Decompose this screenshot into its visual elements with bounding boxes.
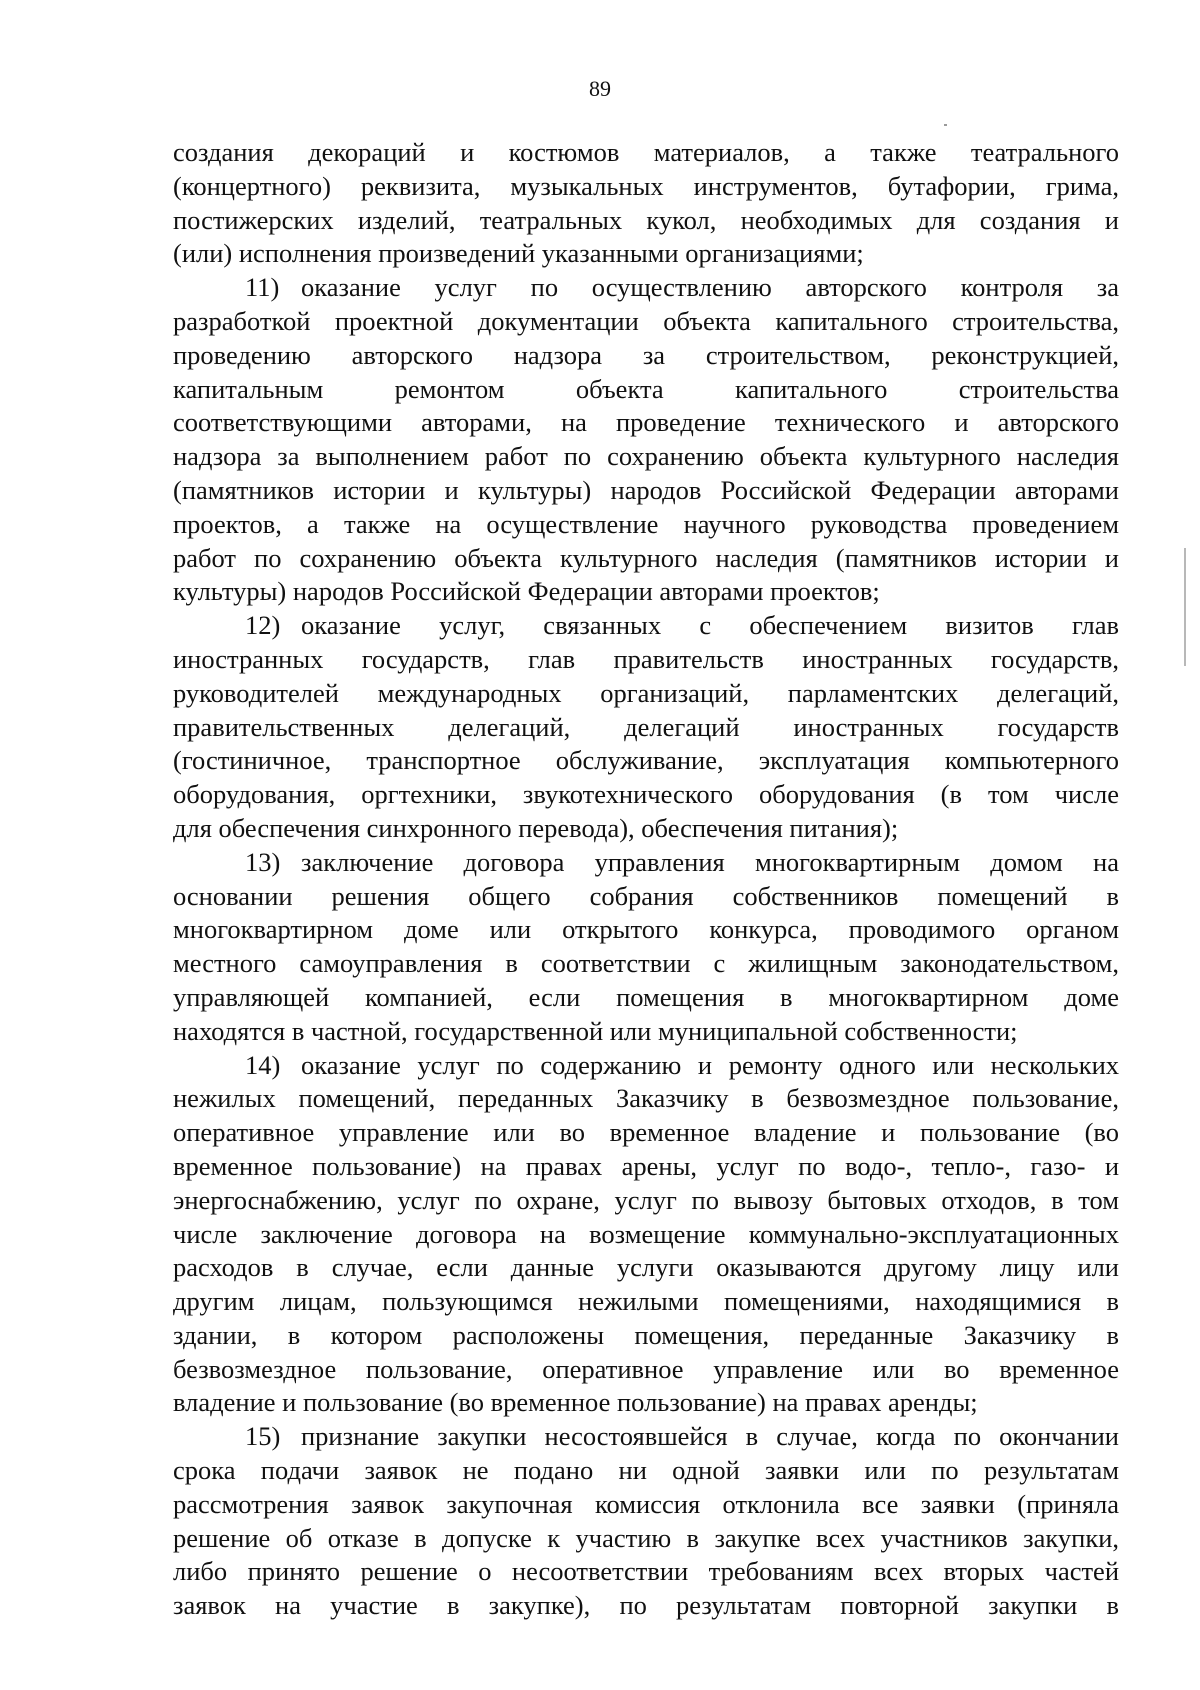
text-line: расходов в случае, если данные услуги оказываются другому лицу или [173, 1252, 1119, 1283]
page-number: 89 [589, 76, 611, 101]
text-line: безвозмездное пользование, оперативное управление или во временное [173, 1353, 1119, 1384]
text-line: правительственных делегаций, делегаций иностранных государств [173, 711, 1119, 742]
text-line: нежилых помещений, переданных Заказчику в безвозмездное пользование, [173, 1083, 1119, 1114]
text-line: (или) исполнения произведений указанными организациями; [173, 238, 864, 269]
text-line [173, 271, 1119, 305]
item-number: 14) [245, 1049, 281, 1080]
text-line: числе заключение договора на возмещение коммунально-эксплуатационных [173, 1218, 1119, 1249]
text-line [173, 846, 1119, 880]
text-line: (гостиничное, транспортное обслуживание, эксплуатация компьютерного [173, 745, 1119, 776]
scan-mark [944, 124, 947, 126]
text-line: культуры) народов Российской Федерации авторами проектов; [173, 576, 880, 607]
text-line: для обеспечения синхронного перевода), обеспечения питания); [173, 812, 899, 843]
text-line [173, 1420, 1119, 1454]
text-line: рассмотрения заявок закупочная комиссия отклонила все заявки (приняла [173, 1488, 1119, 1519]
text-line: постижерских изделий, театральных кукол, необходимых для создания и [173, 204, 1119, 235]
item-number: 11) [245, 272, 280, 303]
line-text: оказание услуг, связанных с обеспечением визитов глав [301, 610, 1119, 641]
text-line: работ по сохранению объекта культурного наследия (памятников истории и [173, 542, 1119, 573]
scan-margin-mark [1184, 548, 1186, 666]
text-line: другим лицам, пользующимся нежилыми помещениями, находящимися в [173, 1286, 1119, 1317]
text-line: местного самоуправления в соответствии с жилищным законодательством, [173, 948, 1119, 979]
text-line [173, 1049, 1119, 1083]
list-item-14 [173, 1049, 1119, 1421]
list-item-12 [173, 609, 1119, 846]
text-line: здании, в котором расположены помещения, переданные Заказчику в [173, 1319, 1119, 1350]
item-number: 13) [245, 846, 281, 877]
text-line: руководителей международных организаций, парламентских делегаций, [173, 677, 1119, 708]
text-line: временное пользование) на правах арены, услуг по водо-, тепло-, газо- и [173, 1150, 1119, 1181]
text-line: находятся в частной, государственной или муниципальной собственности; [173, 1015, 1018, 1046]
text-line: (концертного) реквизита, музыкальных инструментов, бутафории, грима, [173, 170, 1119, 201]
line-text: признание закупки несостоявшейся в случае, когда по окончании [301, 1421, 1119, 1452]
line-text: оказание услуг по содержанию и ремонту одного или нескольких [301, 1049, 1119, 1080]
text-line: (памятников истории и культуры) народов Российской Федерации авторами [173, 474, 1119, 505]
text-line: иностранных государств, глав правительств иностранных государств, [173, 643, 1119, 674]
text-line: заявок на участие в закупке), по результатам повторной закупки в [173, 1590, 1119, 1621]
text-line: либо принято решение о несоответствии требованиям всех вторых частей [173, 1556, 1119, 1587]
paragraph-continuation [173, 136, 1119, 271]
text-line: энергоснабжению, услуг по охране, услуг по вывозу бытовых отходов, в том [173, 1184, 1119, 1215]
text-line: капитальным ремонтом объекта капитального строительства [173, 373, 1119, 404]
document-body [173, 136, 1119, 1623]
text-line: проектов, а также на осуществление научного руководства проведением [173, 508, 1119, 539]
text-line: оборудования, оргтехники, звукотехнического оборудования (в том числе [173, 779, 1119, 810]
text-line: соответствующими авторами, на проведение технического и авторского [173, 407, 1119, 438]
list-item-15 [173, 1420, 1119, 1623]
text-line: надзора за выполнением работ по сохранению объекта культурного наследия [173, 441, 1119, 472]
item-number: 12) [245, 610, 281, 641]
text-line: проведению авторского надзора за строительством, реконструкцией, [173, 339, 1119, 370]
list-item-13 [173, 846, 1119, 1049]
text-line: оперативное управление или во временное владение и пользование (во [173, 1117, 1119, 1148]
text-line: разработкой проектной документации объекта капитального строительства, [173, 305, 1119, 336]
text-line: владение и пользование (во временное пользование) на правах аренды; [173, 1387, 978, 1418]
text-line: основании решения общего собрания собственников помещений в [173, 880, 1119, 911]
text-line: управляющей компанией, если помещения в многоквартирном доме [173, 981, 1119, 1012]
text-line: решение об отказе в допуске к участию в закупке всех участников закупки, [173, 1522, 1119, 1553]
text-line: срока подачи заявок не подано ни одной заявки или по результатам [173, 1455, 1119, 1486]
text-line: многоквартирном доме или открытого конкурса, проводимого органом [173, 914, 1119, 945]
item-number: 15) [245, 1421, 281, 1452]
line-text: заключение договора управления многоквартирным домом на [301, 846, 1119, 877]
text-line [173, 609, 1119, 643]
line-text: оказание услуг по осуществлению авторского контроля за [301, 272, 1119, 303]
text-line: создания декораций и костюмов материалов, а также театрального [173, 137, 1119, 167]
list-item-11 [173, 271, 1119, 609]
